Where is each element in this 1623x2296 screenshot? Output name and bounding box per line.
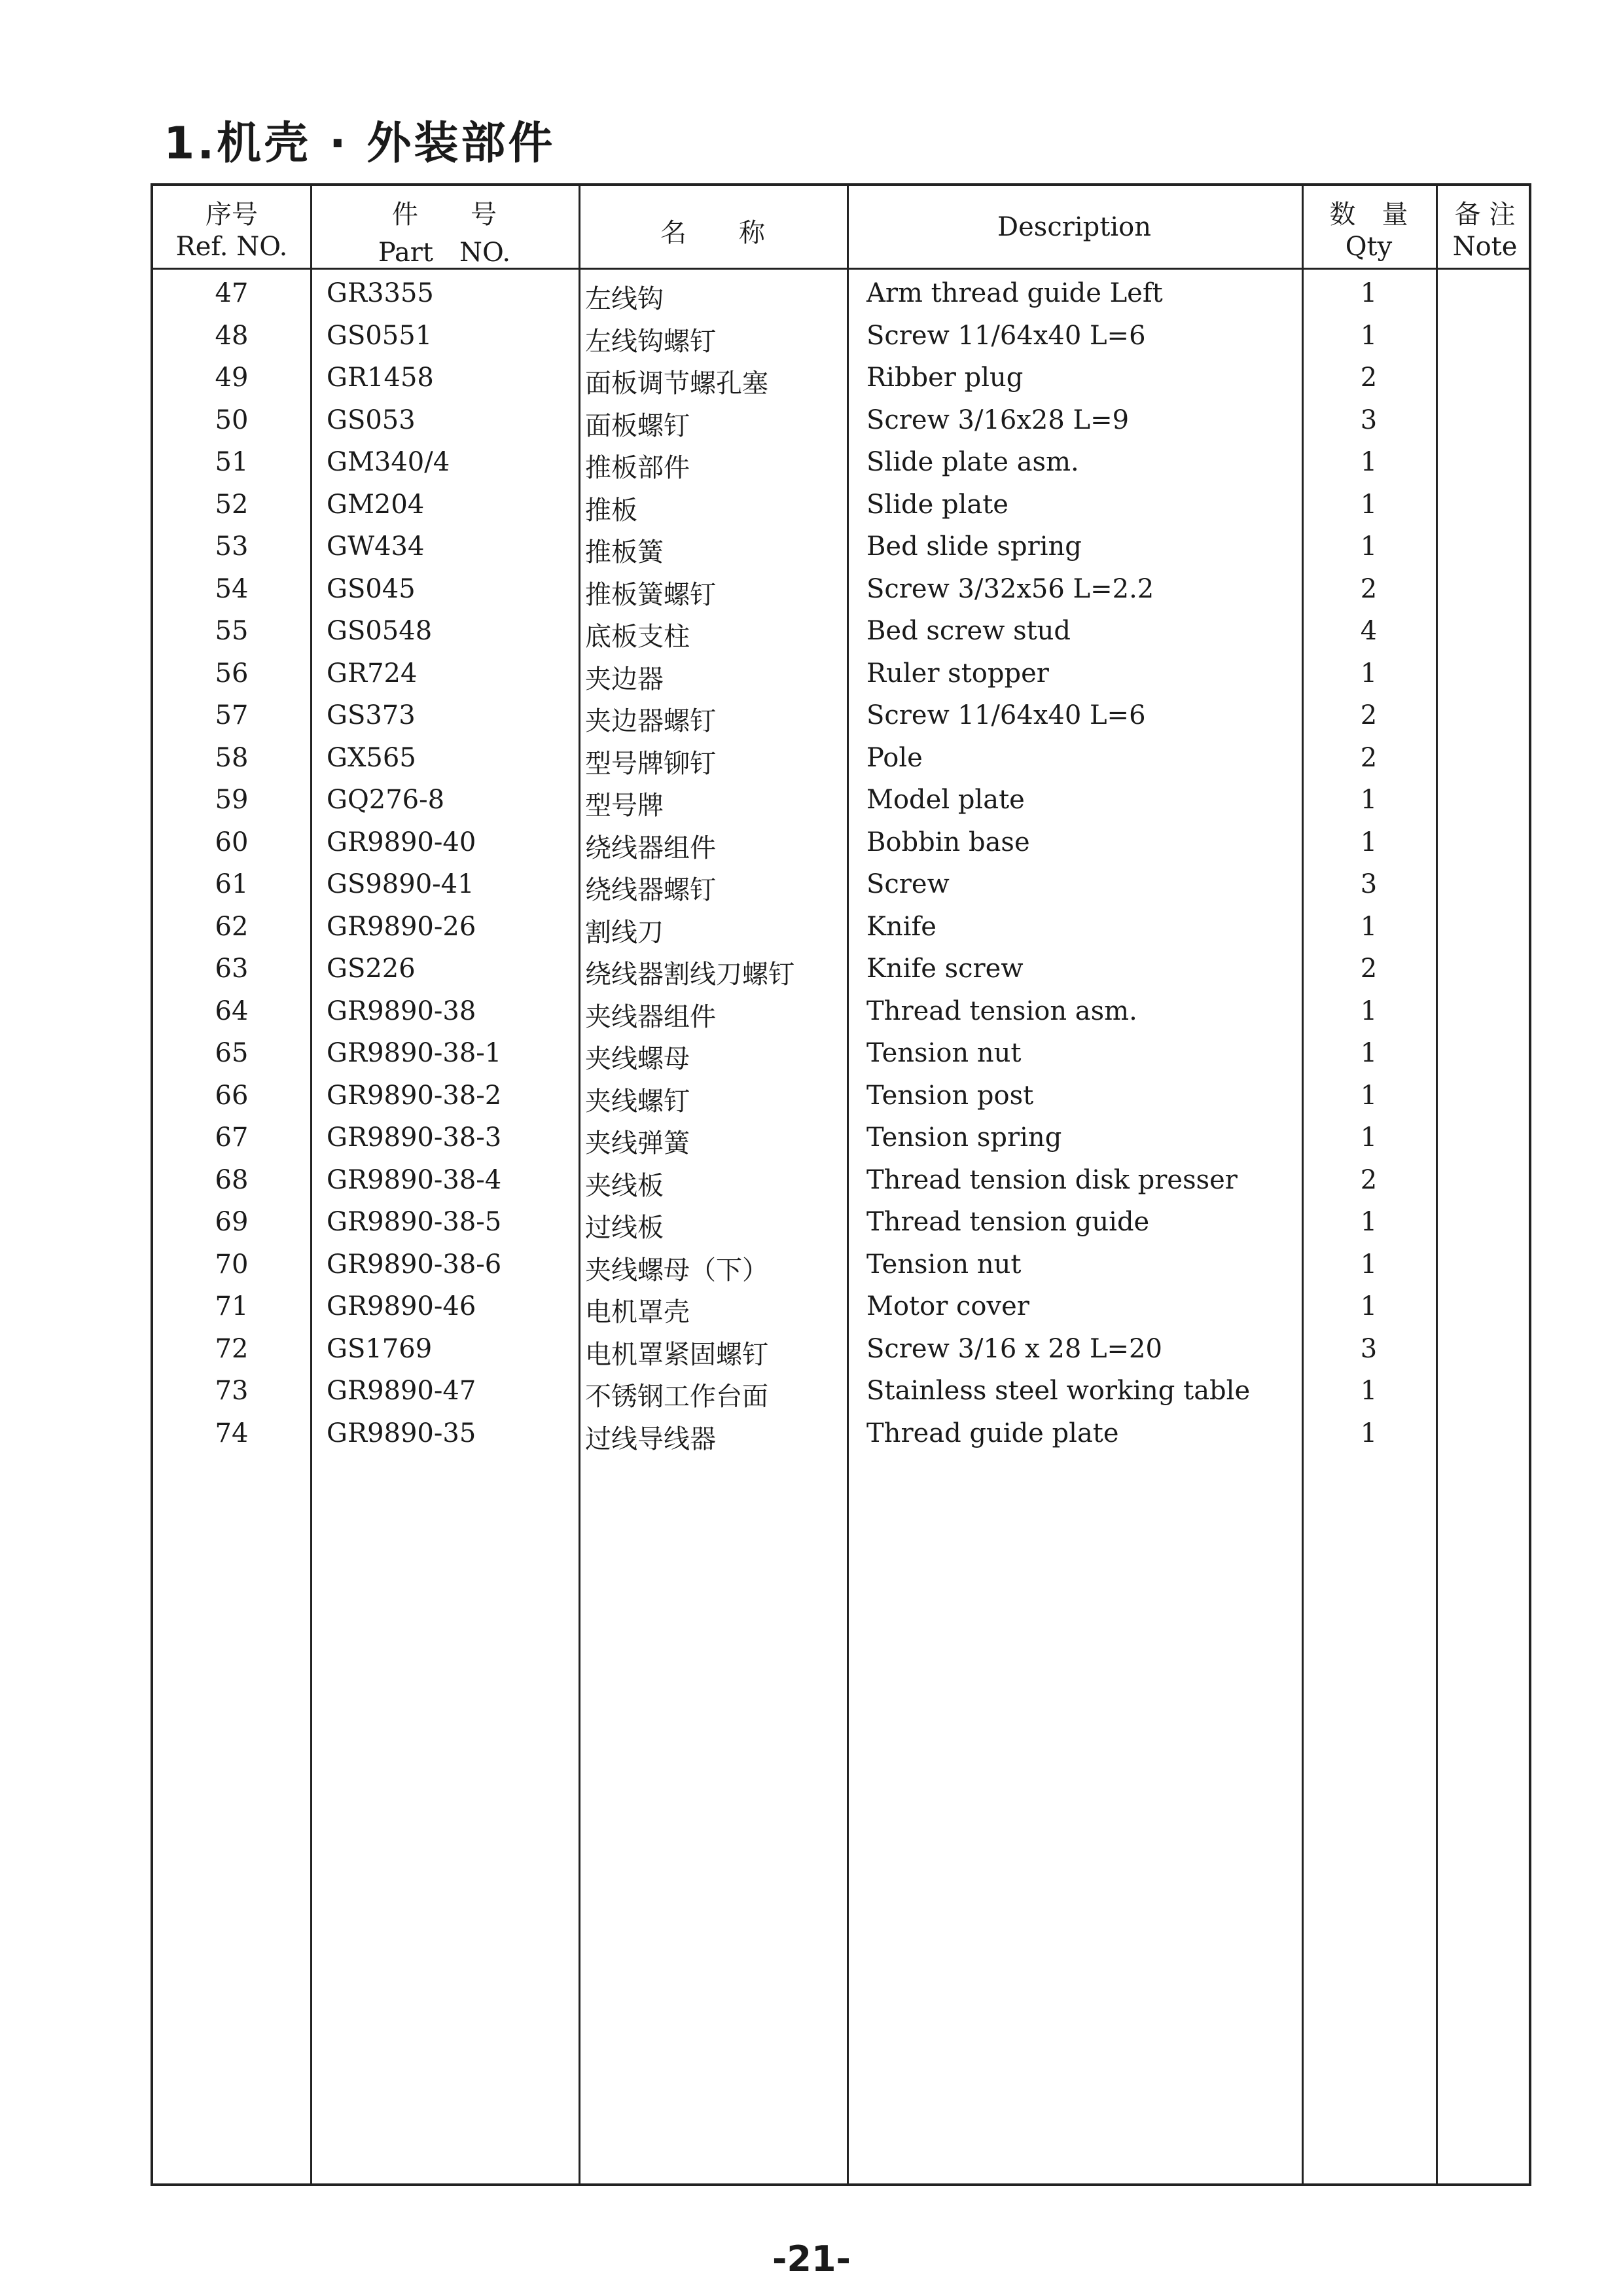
ref-number: 55: [215, 616, 249, 646]
part-number: GM340/4: [327, 447, 450, 477]
table-body: [153, 274, 1529, 1456]
table-row: [153, 1330, 1529, 1372]
quantity: 2: [1360, 1164, 1378, 1195]
table-row: [153, 908, 1529, 950]
table-row: [153, 1414, 1529, 1457]
part-number: GR9890-38-6: [327, 1249, 502, 1280]
ref-number: 52: [215, 489, 249, 520]
part-name-cn: 割线刀: [585, 917, 664, 948]
part-description: Tension nut: [866, 1249, 1022, 1280]
quantity: 1: [1360, 911, 1378, 942]
part-number: GR9890-46: [327, 1291, 476, 1321]
ref-number: 74: [215, 1418, 249, 1448]
part-name-cn: 推板簧: [585, 537, 664, 567]
ref-number: 48: [215, 320, 249, 351]
quantity: 1: [1360, 1122, 1378, 1153]
quantity: 1: [1360, 658, 1378, 689]
part-name-cn: 电机罩壳: [585, 1297, 690, 1327]
table-row: [153, 274, 1529, 317]
part-name-cn: 不锈钢工作台面: [585, 1382, 768, 1412]
quantity: 1: [1360, 1207, 1378, 1237]
part-number: GR3355: [327, 278, 434, 308]
part-number: GS226: [327, 954, 416, 984]
part-name-cn: 左线钩: [585, 284, 664, 314]
ref-number: 67: [215, 1122, 249, 1153]
part-description: Thread tension guide: [866, 1207, 1150, 1237]
quantity: 2: [1360, 954, 1378, 984]
table-row: [153, 612, 1529, 655]
part-name-cn: 夹线螺母: [585, 1044, 690, 1074]
quantity: 1: [1360, 447, 1378, 477]
part-number: GR724: [327, 658, 418, 689]
part-description: Thread tension disk presser: [866, 1164, 1238, 1195]
ref-number: 69: [215, 1207, 249, 1237]
part-description: Bobbin base: [866, 827, 1030, 857]
quantity: 1: [1360, 785, 1378, 815]
quantity: 1: [1360, 827, 1378, 857]
quantity: 1: [1360, 278, 1378, 308]
table-row: [153, 950, 1529, 992]
part-description: Arm thread guide Left: [866, 278, 1163, 308]
part-number: GR9890-47: [327, 1376, 476, 1406]
part-number: GX565: [327, 742, 416, 773]
part-description: Knife screw: [866, 954, 1024, 984]
part-description: Slide plate asm.: [866, 447, 1079, 477]
header-part-cn: 件 号: [392, 200, 497, 230]
header-name: [579, 186, 847, 268]
table-row: [153, 1287, 1529, 1330]
quantity: 1: [1360, 1249, 1378, 1280]
table-row: [153, 1034, 1529, 1077]
ref-number: 47: [215, 278, 249, 308]
header-description-en: Description: [997, 212, 1151, 242]
part-number: GR9890-38-3: [327, 1122, 502, 1153]
part-name-cn: 夹线螺钉: [585, 1086, 690, 1117]
ref-number: 50: [215, 404, 249, 435]
quantity: 1: [1360, 1376, 1378, 1406]
part-number: GR9890-26: [327, 911, 476, 942]
part-description: Pole: [866, 742, 923, 773]
part-name-cn: 推板部件: [585, 453, 690, 483]
part-number: GR9890-40: [327, 827, 476, 857]
table-row: [153, 486, 1529, 528]
header-qty-cn: 数 量: [1329, 200, 1408, 230]
quantity: 1: [1360, 996, 1378, 1026]
part-number: GW434: [327, 531, 425, 562]
part-description: Ruler stopper: [866, 658, 1049, 689]
ref-number: 56: [215, 658, 249, 689]
part-name-cn: 推板: [585, 495, 637, 526]
table-row: [153, 865, 1529, 908]
header-qty: [1302, 186, 1436, 268]
part-description: Thread tension asm.: [866, 996, 1137, 1026]
ref-number: 62: [215, 911, 249, 942]
table-row: [153, 696, 1529, 739]
part-number: GR9890-38: [327, 996, 476, 1026]
part-name-cn: 夹线板: [585, 1170, 664, 1201]
part-number: GR9890-38-1: [327, 1038, 502, 1068]
part-description: Thread guide plate: [866, 1418, 1119, 1448]
quantity: 1: [1360, 1418, 1378, 1448]
part-name-cn: 面板螺钉: [585, 410, 690, 441]
table-row: [153, 739, 1529, 781]
parts-table: [151, 183, 1531, 2186]
ref-number: 49: [215, 363, 249, 393]
header-part: [310, 186, 579, 268]
part-description: Ribber plug: [866, 363, 1024, 393]
table-row: [153, 1203, 1529, 1246]
part-name-cn: 电机罩紧固螺钉: [585, 1339, 768, 1370]
part-number: GR9890-35: [327, 1418, 476, 1448]
header-note-en: Note: [1452, 232, 1518, 262]
table-row: [153, 317, 1529, 359]
part-number: GS0551: [327, 320, 433, 351]
part-name-cn: 底板支柱: [585, 622, 690, 652]
quantity: 4: [1360, 616, 1378, 646]
part-description: Tension post: [866, 1080, 1034, 1111]
part-description: Stainless steel working table: [866, 1376, 1251, 1406]
part-description: Slide plate: [866, 489, 1008, 520]
quantity: 2: [1360, 700, 1378, 730]
part-name-cn: 过线板: [585, 1213, 664, 1243]
part-name-cn: 型号牌铆钉: [585, 748, 716, 779]
part-name-cn: 夹线弹簧: [585, 1128, 690, 1158]
header-ref-cn: 序号: [205, 200, 258, 230]
ref-number: 54: [215, 573, 249, 604]
table-row: [153, 1246, 1529, 1288]
table-row: [153, 1077, 1529, 1119]
table-row: [153, 655, 1529, 697]
ref-number: 64: [215, 996, 249, 1026]
part-name-cn: 面板调节螺孔塞: [585, 368, 768, 399]
ref-number: 57: [215, 700, 249, 730]
header-note-cn: 备 注: [1454, 200, 1516, 230]
ref-number: 70: [215, 1249, 249, 1280]
ref-number: 59: [215, 785, 249, 815]
ref-number: 63: [215, 954, 249, 984]
quantity: 2: [1360, 363, 1378, 393]
ref-number: 53: [215, 531, 249, 562]
part-description: Bed screw stud: [866, 616, 1071, 646]
ref-number: 68: [215, 1164, 249, 1195]
part-description: Screw 3/16 x 28 L=20: [866, 1333, 1162, 1364]
quantity: 3: [1360, 404, 1378, 435]
part-description: Screw 11/64x40 L=6: [866, 700, 1146, 730]
quantity: 3: [1360, 869, 1378, 899]
ref-number: 60: [215, 827, 249, 857]
table-row: [153, 1372, 1529, 1414]
part-number: GR1458: [327, 363, 434, 393]
quantity: 2: [1360, 573, 1378, 604]
part-number: GS1769: [327, 1333, 433, 1364]
table-row: [153, 443, 1529, 486]
part-name-cn: 夹线螺母（下）: [585, 1255, 768, 1285]
part-number: GS045: [327, 573, 416, 604]
ref-number: 66: [215, 1080, 249, 1111]
part-description: Screw 11/64x40 L=6: [866, 320, 1146, 351]
part-number: GR9890-38-4: [327, 1164, 502, 1195]
table-row: [153, 992, 1529, 1035]
part-number: GS9890-41: [327, 869, 474, 899]
ref-number: 65: [215, 1038, 249, 1068]
ref-number: 71: [215, 1291, 249, 1321]
ref-number: 73: [215, 1376, 249, 1406]
part-name-cn: 绕线器组件: [585, 833, 716, 863]
part-name-cn: 推板簧螺钉: [585, 579, 716, 610]
quantity: 1: [1360, 1038, 1378, 1068]
part-description: Tension spring: [866, 1122, 1062, 1153]
header-part-en: Part NO.: [378, 238, 511, 268]
part-description: Screw 3/16x28 L=9: [866, 404, 1130, 435]
table-row: [153, 1119, 1529, 1161]
header-name-cn: 名 称: [660, 218, 765, 248]
quantity: 1: [1360, 1080, 1378, 1111]
part-description: Model plate: [866, 785, 1025, 815]
part-number: GS053: [327, 404, 416, 435]
quantity: 2: [1360, 742, 1378, 773]
part-name-cn: 绕线器割线刀螺钉: [585, 960, 794, 990]
table-row: [153, 781, 1529, 823]
part-name-cn: 绕线器螺钉: [585, 875, 716, 905]
ref-number: 61: [215, 869, 249, 899]
part-number: GQ276-8: [327, 785, 445, 815]
part-name-cn: 夹边器: [585, 664, 664, 694]
part-description: Screw: [866, 869, 950, 899]
table-row: [153, 823, 1529, 866]
part-description: Tension nut: [866, 1038, 1022, 1068]
header-ref: [153, 186, 310, 268]
table-row: [153, 1161, 1529, 1204]
quantity: 1: [1360, 320, 1378, 351]
part-description: Knife: [866, 911, 936, 942]
part-description: Screw 3/32x56 L=2.2: [866, 573, 1154, 604]
page-title: 1.机壳 · 外装部件: [164, 118, 556, 170]
table-row: [153, 528, 1529, 570]
ref-number: 58: [215, 742, 249, 773]
quantity: 1: [1360, 531, 1378, 562]
part-number: GS0548: [327, 616, 433, 646]
header-note: [1436, 186, 1534, 268]
part-number: GR9890-38-2: [327, 1080, 502, 1111]
part-name-cn: 夹边器螺钉: [585, 706, 716, 736]
part-name-cn: 型号牌: [585, 791, 664, 821]
part-description: Motor cover: [866, 1291, 1029, 1321]
quantity: 1: [1360, 489, 1378, 520]
quantity: 3: [1360, 1333, 1378, 1364]
header-ref-en: Ref. NO.: [175, 232, 288, 262]
header-qty-en: Qty: [1345, 232, 1393, 262]
part-number: GM204: [327, 489, 425, 520]
part-name-cn: 过线导线器: [585, 1424, 716, 1454]
part-number: GS373: [327, 700, 416, 730]
ref-number: 72: [215, 1333, 249, 1364]
header-description: [847, 186, 1302, 268]
page-number: -21-: [772, 2238, 851, 2280]
part-name-cn: 左线钩螺钉: [585, 326, 716, 357]
part-description: Bed slide spring: [866, 531, 1082, 562]
table-row: [153, 570, 1529, 613]
table-row: [153, 359, 1529, 401]
quantity: 1: [1360, 1291, 1378, 1321]
part-name-cn: 夹线器组件: [585, 1001, 716, 1032]
ref-number: 51: [215, 447, 249, 477]
part-number: GR9890-38-5: [327, 1207, 502, 1237]
table-row: [153, 401, 1529, 444]
